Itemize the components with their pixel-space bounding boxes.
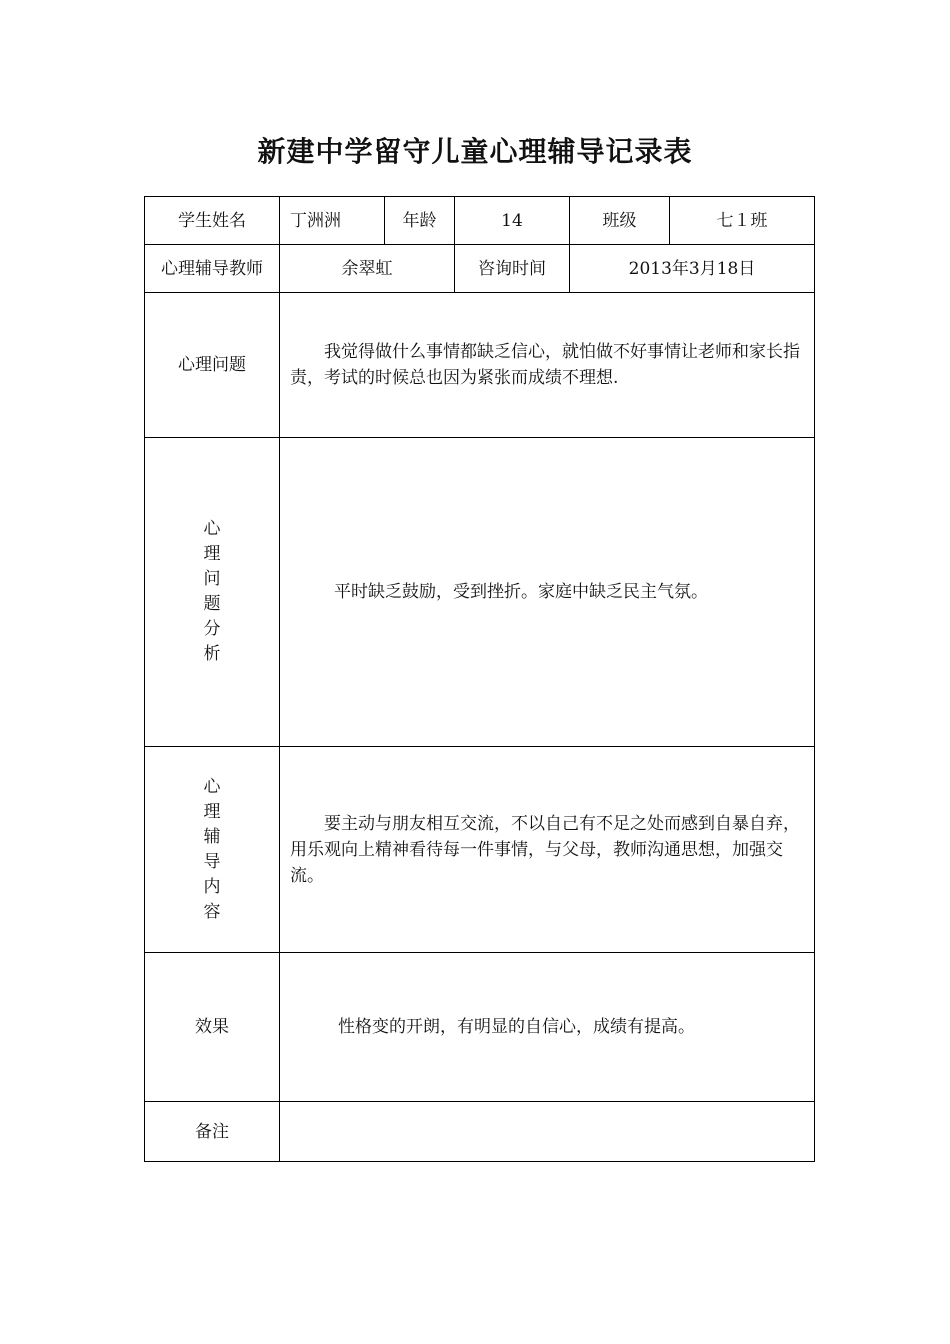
analysis-label-char: 问 bbox=[203, 569, 221, 589]
counseling-label bbox=[145, 747, 280, 953]
remarks-content bbox=[280, 1102, 815, 1162]
student-name-value: 丁洲洲 bbox=[280, 197, 385, 245]
problem-row bbox=[145, 293, 815, 438]
analysis-content: 平时缺乏鼓励，受到挫折。家庭中缺乏民主气氛。 bbox=[334, 582, 708, 602]
student-name-label: 学生姓名 bbox=[145, 197, 280, 245]
age-label: 年龄 bbox=[385, 197, 455, 245]
counseling-record-table bbox=[144, 196, 815, 1162]
analysis-label-char: 心 bbox=[203, 519, 221, 539]
analysis-label bbox=[145, 438, 280, 747]
problem-cell bbox=[280, 293, 815, 438]
effect-cell bbox=[280, 953, 815, 1102]
age-value: 14 bbox=[455, 197, 570, 245]
remarks-row bbox=[145, 1102, 815, 1162]
teacher-value: 余翠虹 bbox=[280, 245, 455, 293]
counseling-label-char: 辅 bbox=[203, 826, 221, 847]
counseling-label-char: 容 bbox=[203, 901, 221, 922]
analysis-label-char: 分 bbox=[203, 619, 221, 639]
remarks-label: 备注 bbox=[145, 1102, 280, 1162]
counseling-label-char: 理 bbox=[203, 801, 221, 822]
page-title: 新建中学留守儿童心理辅导记录表 bbox=[257, 135, 693, 168]
analysis-label-char: 析 bbox=[203, 644, 221, 664]
analysis-cell bbox=[280, 438, 815, 747]
consult-time-value: 2013年3月18日 bbox=[570, 245, 815, 293]
effect-row bbox=[145, 953, 815, 1102]
class-value: 七１班 bbox=[670, 197, 815, 245]
teacher-label: 心理辅导教师 bbox=[145, 245, 280, 293]
problem-content: 我觉得做什么事情都缺乏信心，就怕做不好事情让老师和家长指责，考试的时候总也因为紧张而成绩不理想. bbox=[290, 342, 800, 388]
teacher-info-row bbox=[145, 245, 815, 293]
analysis-row bbox=[145, 438, 815, 747]
counseling-label-char: 导 bbox=[203, 851, 221, 872]
analysis-label-char: 理 bbox=[203, 544, 221, 564]
counseling-content: 要主动与朋友相互交流，不以自己有不足之处而感到自暴自弃，用乐观向上精神看待每一件事情，与父母，教师沟通思想，加强交流。 bbox=[290, 813, 800, 886]
student-info-row bbox=[145, 197, 815, 245]
problem-label: 心理问题 bbox=[145, 293, 280, 438]
counseling-row bbox=[145, 747, 815, 953]
consult-time-label: 咨询时间 bbox=[455, 245, 570, 293]
counseling-label-char: 内 bbox=[203, 876, 221, 897]
effect-content: 性格变的开朗，有明显的自信心，成绩有提高。 bbox=[338, 1017, 695, 1037]
counseling-label-char: 心 bbox=[203, 776, 221, 797]
effect-label: 效果 bbox=[145, 953, 280, 1102]
analysis-label-char: 题 bbox=[203, 594, 221, 614]
counseling-cell bbox=[280, 747, 815, 953]
class-label: 班级 bbox=[570, 197, 670, 245]
